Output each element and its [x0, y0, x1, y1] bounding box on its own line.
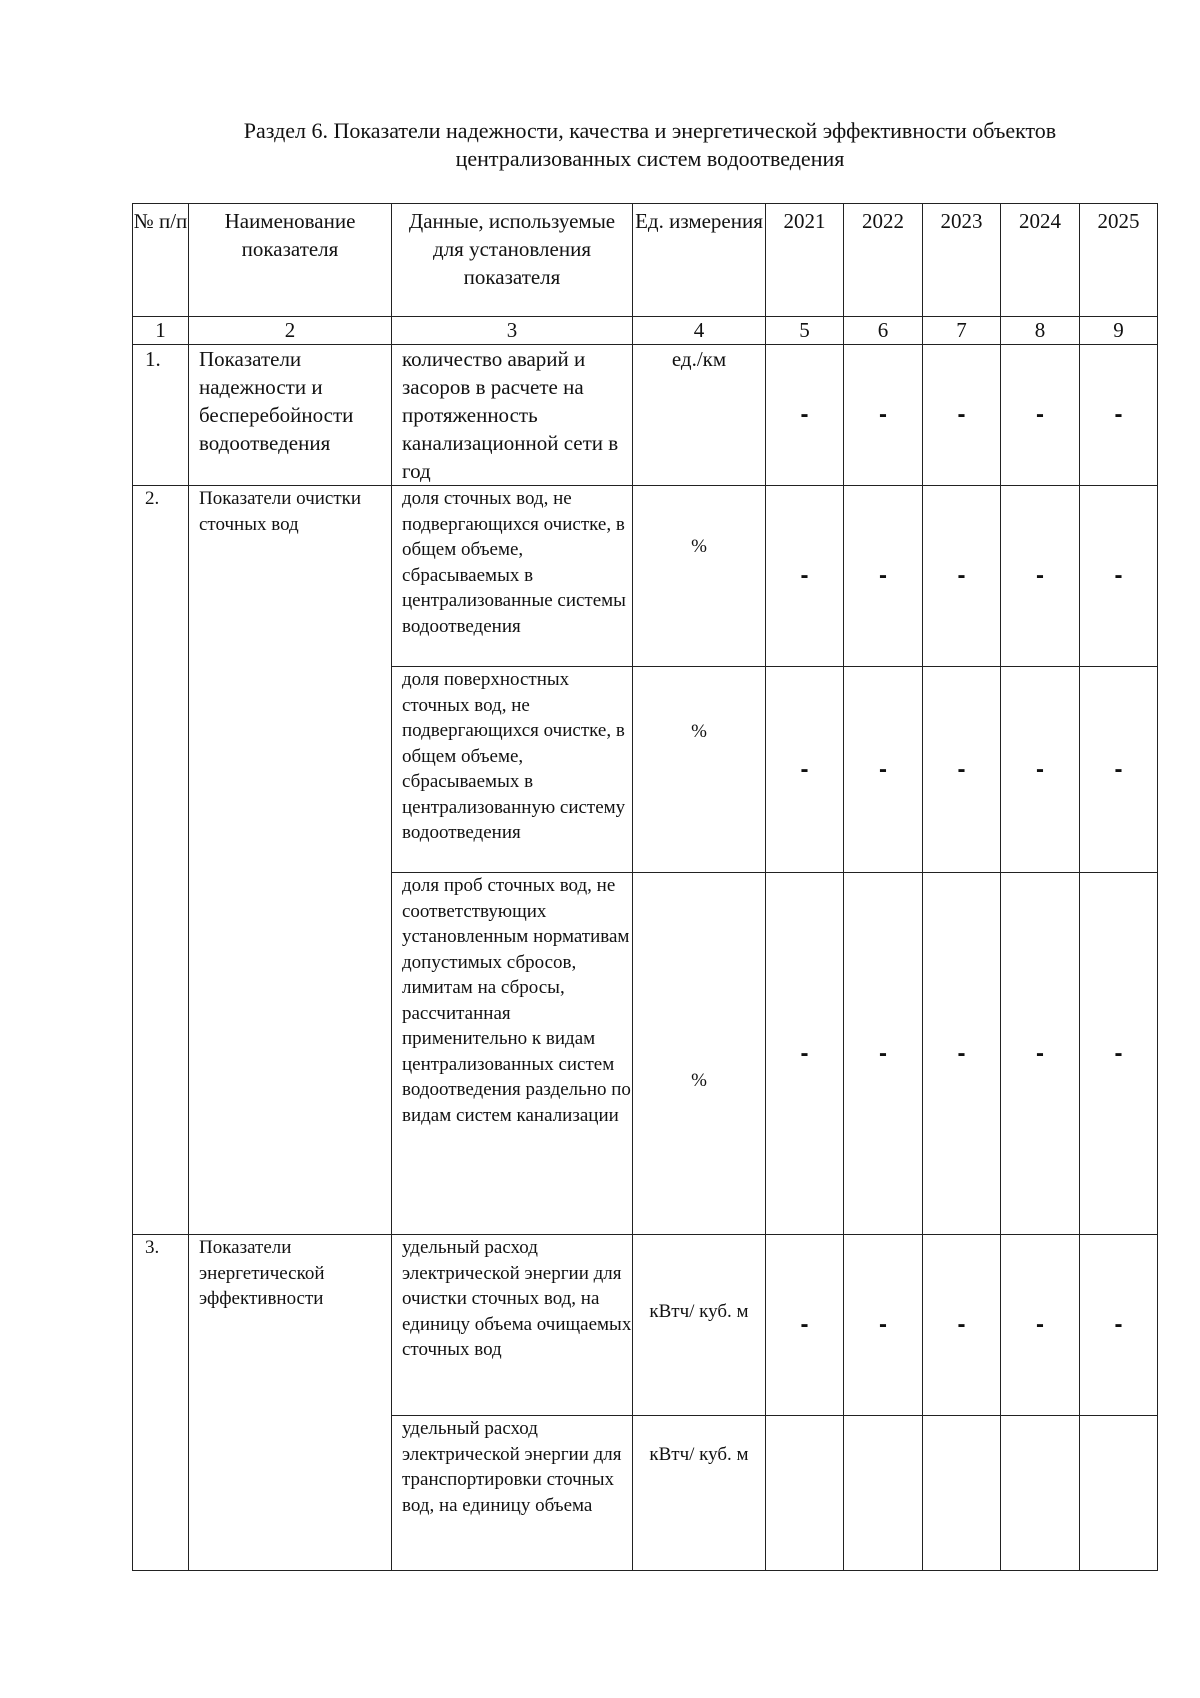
column-number: 4 [633, 317, 766, 345]
value-2025: - [1080, 873, 1158, 1235]
value-2021: - [766, 345, 844, 486]
value-2022 [844, 1416, 923, 1571]
indicator-name: Показатели надежности и бесперебойности водоотведения [189, 345, 392, 486]
indicator-unit: % [633, 486, 766, 667]
column-number: 3 [392, 317, 633, 345]
value-2022: - [844, 1235, 923, 1416]
value-2021 [766, 1416, 844, 1571]
header-name: Наименование показателя [189, 204, 392, 317]
header-year-2021: 2021 [766, 204, 844, 317]
value-2025: - [1080, 667, 1158, 873]
indicator-data: удельный расход электрической энергии для очистки сточных вод, на единицу объема очищаемых сточных вод [392, 1235, 633, 1416]
value-2023: - [923, 667, 1001, 873]
value-2023 [923, 1416, 1001, 1571]
row-number: 2. [133, 486, 189, 1235]
table-row [133, 1235, 1158, 1416]
column-number: 5 [766, 317, 844, 345]
table-row [133, 345, 1158, 486]
column-number: 8 [1001, 317, 1080, 345]
value-2021: - [766, 486, 844, 667]
column-number: 7 [923, 317, 1001, 345]
indicator-unit: % [633, 873, 766, 1235]
value-2025 [1080, 1416, 1158, 1571]
value-2025: - [1080, 1235, 1158, 1416]
header-year-2023: 2023 [923, 204, 1001, 317]
table-row [133, 486, 1158, 667]
table-header-row [133, 204, 1158, 317]
section-title-line2: централизованных систем водоотведения [455, 146, 845, 171]
indicator-unit: кВтч/ куб. м [633, 1416, 766, 1571]
header-num: № п/п [133, 204, 189, 317]
header-data: Данные, используемые для установления показателя [392, 204, 633, 317]
value-2024 [1001, 1416, 1080, 1571]
indicator-unit: ед./км [633, 345, 766, 486]
column-number: 2 [189, 317, 392, 345]
value-2024: - [1001, 1235, 1080, 1416]
value-2025: - [1080, 345, 1158, 486]
value-2021: - [766, 873, 844, 1235]
value-2024: - [1001, 345, 1080, 486]
value-2021: - [766, 1235, 844, 1416]
value-2022: - [844, 345, 923, 486]
indicator-name: Показатели очистки сточных вод [189, 486, 392, 1235]
value-2024: - [1001, 873, 1080, 1235]
row-number: 3. [133, 1235, 189, 1571]
column-numbers-row [133, 317, 1158, 345]
indicator-data: удельный расход электрической энергии для транспортировки сточных вод, на единицу объема [392, 1416, 633, 1571]
value-2022: - [844, 667, 923, 873]
value-2024: - [1001, 486, 1080, 667]
header-year-2024: 2024 [1001, 204, 1080, 317]
row-number: 1. [133, 345, 189, 486]
column-number: 6 [844, 317, 923, 345]
value-2023: - [923, 486, 1001, 667]
value-2022: - [844, 486, 923, 667]
column-number: 1 [133, 317, 189, 345]
value-2021: - [766, 667, 844, 873]
indicator-data: доля сточных вод, не подвергающихся очистке, в общем объеме, сбрасываемых в централизованные системы водоотведения [392, 486, 633, 667]
indicator-unit: % [633, 667, 766, 873]
indicator-data: количество аварий и засоров в расчете на протяженность канализационной сети в год [392, 345, 633, 486]
header-year-2025: 2025 [1080, 204, 1158, 317]
value-2024: - [1001, 667, 1080, 873]
value-2023: - [923, 873, 1001, 1235]
indicator-name: Показатели энергетической эффективности [189, 1235, 392, 1571]
indicators-table [132, 203, 1158, 1571]
value-2023: - [923, 345, 1001, 486]
value-2022: - [844, 873, 923, 1235]
indicator-data: доля проб сточных вод, не соответствующих установленным нормативам допустимых сбросов, лимитам на сбросы, рассчитанная применительно к видам централизованных систем водоотведения раздельно по видам систем канализации [392, 873, 633, 1235]
value-2025: - [1080, 486, 1158, 667]
indicator-unit: кВтч/ куб. м [633, 1235, 766, 1416]
indicator-data: доля поверхностных сточных вод, не подвергающихся очистке, в общем объеме, сбрасываемых в централизованную систему водоотведения [392, 667, 633, 873]
section-title-line1: Раздел 6. Показатели надежности, качества и энергетической эффективности объектов [243, 118, 1057, 143]
value-2023: - [923, 1235, 1001, 1416]
header-year-2022: 2022 [844, 204, 923, 317]
header-unit: Ед. измерения [633, 204, 766, 317]
column-number: 9 [1080, 317, 1158, 345]
